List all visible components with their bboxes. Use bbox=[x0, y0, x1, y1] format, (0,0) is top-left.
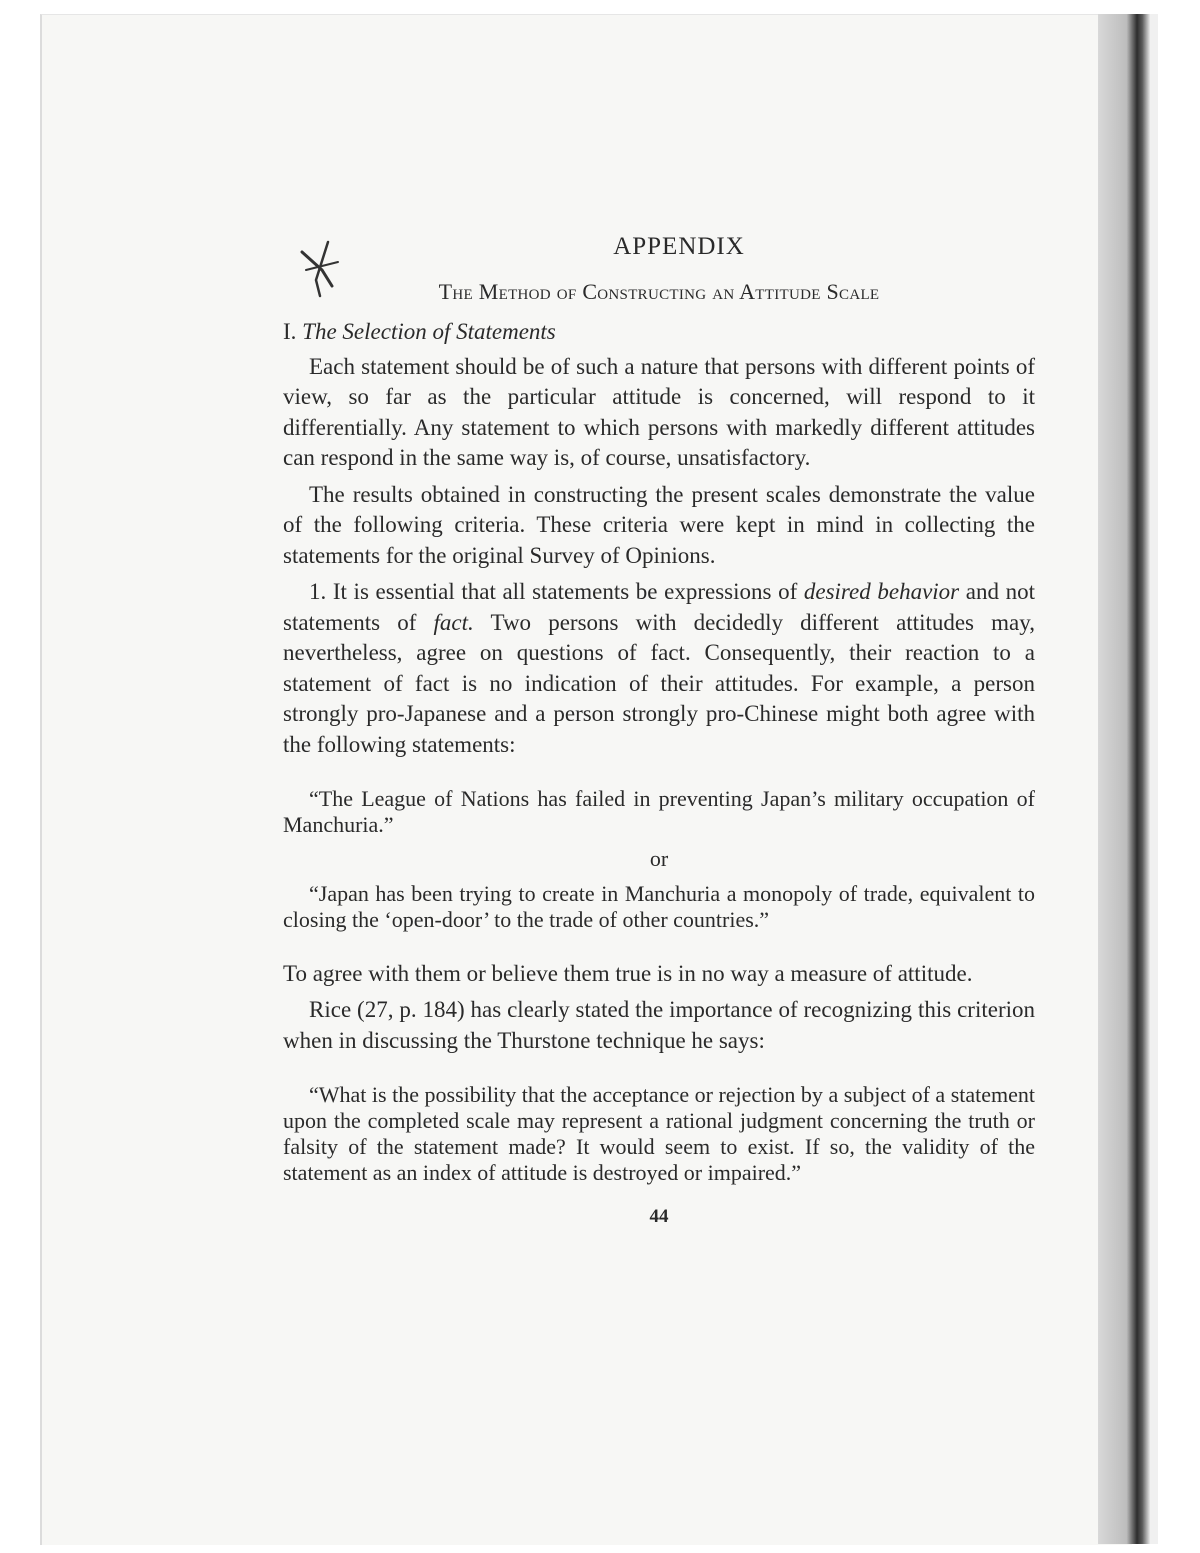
subsection-title: The Selection of Statements bbox=[302, 319, 556, 344]
paragraph-3 bbox=[283, 577, 1035, 760]
subsection-heading bbox=[283, 317, 1035, 348]
subsection-number: I. bbox=[283, 319, 297, 344]
book-spine-shadow bbox=[1098, 14, 1150, 1544]
emphasis-fact: fact. bbox=[433, 609, 474, 635]
paragraph-4: To agree with them or believe them true is in no way a measure of attitude. bbox=[283, 960, 973, 986]
paragraph-1: Each statement should be of such a nature that persons with different points of view, so far as the particular attitude is concerned, will respond to it differentially. Any statement to which persons with markedly different attitudes can respond in the same way is, of course, unsatisfactory. bbox=[283, 353, 1035, 470]
page-edge bbox=[1150, 14, 1158, 1544]
page-content bbox=[283, 232, 1035, 1233]
or-separator: or bbox=[649, 846, 669, 871]
paragraph-3-rest: Two persons with decidedly different attitudes may, nevertheless, agree on questions of fact. Consequently, their reaction to a statement of fact is no indication of their attitudes. For example, a person strongly pro-Japanese and a person strongly pro-Chinese might both agree with the following statements: bbox=[283, 609, 1035, 757]
paragraph-2: The results obtained in constructing the present scales demonstrate the value of the following criteria. These criteria were kept in mind in collecting the statements for the original Survey of Opinions. bbox=[283, 481, 1035, 568]
appendix-title: APPENDIX bbox=[613, 233, 745, 260]
quote-japan-monopoly: “Japan has been trying to create in Manchuria a monopoly of trade, equivalent to closing the ‘open-door’ to the trade of other countries.” bbox=[283, 880, 1035, 932]
paragraph-3-mid: and not statements of bbox=[283, 579, 1035, 635]
page-number: 44 bbox=[649, 1206, 669, 1227]
paragraph-3-lead: 1. It is essential that all statements be expressions of bbox=[309, 579, 804, 604]
quote-rice: “What is the possibility that the acceptance or rejection by a subject of a statement upon the completed scale may represent a rational judgment concerning the truth or falsity of the statement made? It would seem to exist. If so, the validity of the statement as an index of attitude is destroyed or impaired.” bbox=[283, 1082, 1035, 1185]
paragraph-5: Rice (27, p. 184) has clearly stated the importance of recognizing this criterion when in discussing the Thurstone technique he says: bbox=[283, 997, 1035, 1053]
emphasis-desired-behavior: desired behavior bbox=[803, 579, 960, 604]
section-title: The Method of Constructing an Attitude Scale bbox=[438, 278, 880, 304]
quote-league-of-nations: “The League of Nations has failed in preventing Japan’s military occupation of Manchuria.” bbox=[283, 786, 1035, 837]
